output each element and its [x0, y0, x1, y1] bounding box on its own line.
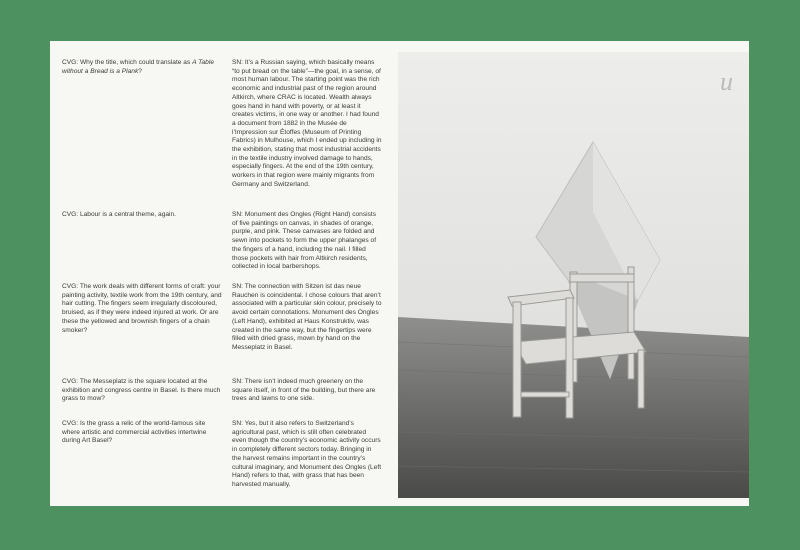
photo-illustration	[398, 52, 749, 498]
answer-2: SN: Monument des Ongles (Right Hand) consists of five paintings on canvas, in shades of orange, purple, and pink. These canvases are folded and sewn into pockets to form the upper phalanges of the fingers of a hand, including the nail. I filled those pockets with hair from Altkirch residents, collected in local barbershops.	[232, 211, 377, 271]
answer-5: SN: Yes, but it also refers to Switzerland’s agricultural past, which is still often celebrated even though the country’s economic activity occurs in completely different sectors today. Bringing in the harvest remains important in the country’s cultural imaginary, and Monument des Ongles (Left Hand) refers to that, with grass that has been harvested manually.	[232, 420, 382, 488]
question-4: CVG: The Messeplatz is the square located at the exhibition and congress centre in Basel. Is there much grass to mow?	[62, 378, 221, 403]
question-5: CVG: Is the grass a relic of the world-famous site where artistic and commercial activities intertwine during Art Basel?	[62, 420, 207, 445]
question-1-title: A Table without a Bread is a Plank	[62, 59, 214, 75]
answer-4: SN: There isn’t indeed much greenery on the square itself, in front of the building, but there are trees and lawns to one side.	[232, 378, 376, 403]
interview-text-page	[50, 41, 394, 506]
question-2: CVG: Labour is a central theme, again.	[62, 211, 176, 218]
answer-1: SN: It’s a Russian saying, which basically means “to put bread on the table”—the goal, in a sense, of most human labour. The starting point was the rich economic and industrial past of the region around Altkirch, where CRAC is located. Wealth always goes hand in hand with poverty, or at least it creates victims, in one way or another. I had found a document from 1882 in the Musée de l’Impression sur Étoffes (Museum of Printing Fabrics) in Mulhouse, which I ended up including in the exhibition, stating that most industrial accidents in the textile industry involved damage to hands, especially fingers. At the end of the 19th century, workers in that region were mainly migrants from Germany and Switzerland.	[232, 59, 382, 188]
magazine-spread	[50, 41, 749, 506]
question-3: CVG: The work deals with different forms of craft: your painting activity, textile work from the 19th century, and hair cutting. The fingers seem irregularly discoloured, bruised, as if they were indeed injured at work. Or are these the yellowed and brownish fingers of a chain smoker?	[62, 283, 222, 334]
page-mark: u	[720, 67, 733, 96]
chair-with-diamond-canvas-photo	[398, 52, 749, 498]
answer-3: SN: The connection with Sitzen ist das neue Rauchen is coincidental. I chose colours that aren’t associated with a particular skin colour, precisely to avoid certain connotations. Monument des Ongles (Left Hand), exhibited at Haus Konstruktiv, was created in the same way, but the fingertips were filled with dried grass, mown by hand on the Messeplatz in Basel.	[232, 283, 382, 351]
question-1: CVG: Why the title, which could translate as A Table without a Bread is a Plank?	[62, 59, 214, 75]
